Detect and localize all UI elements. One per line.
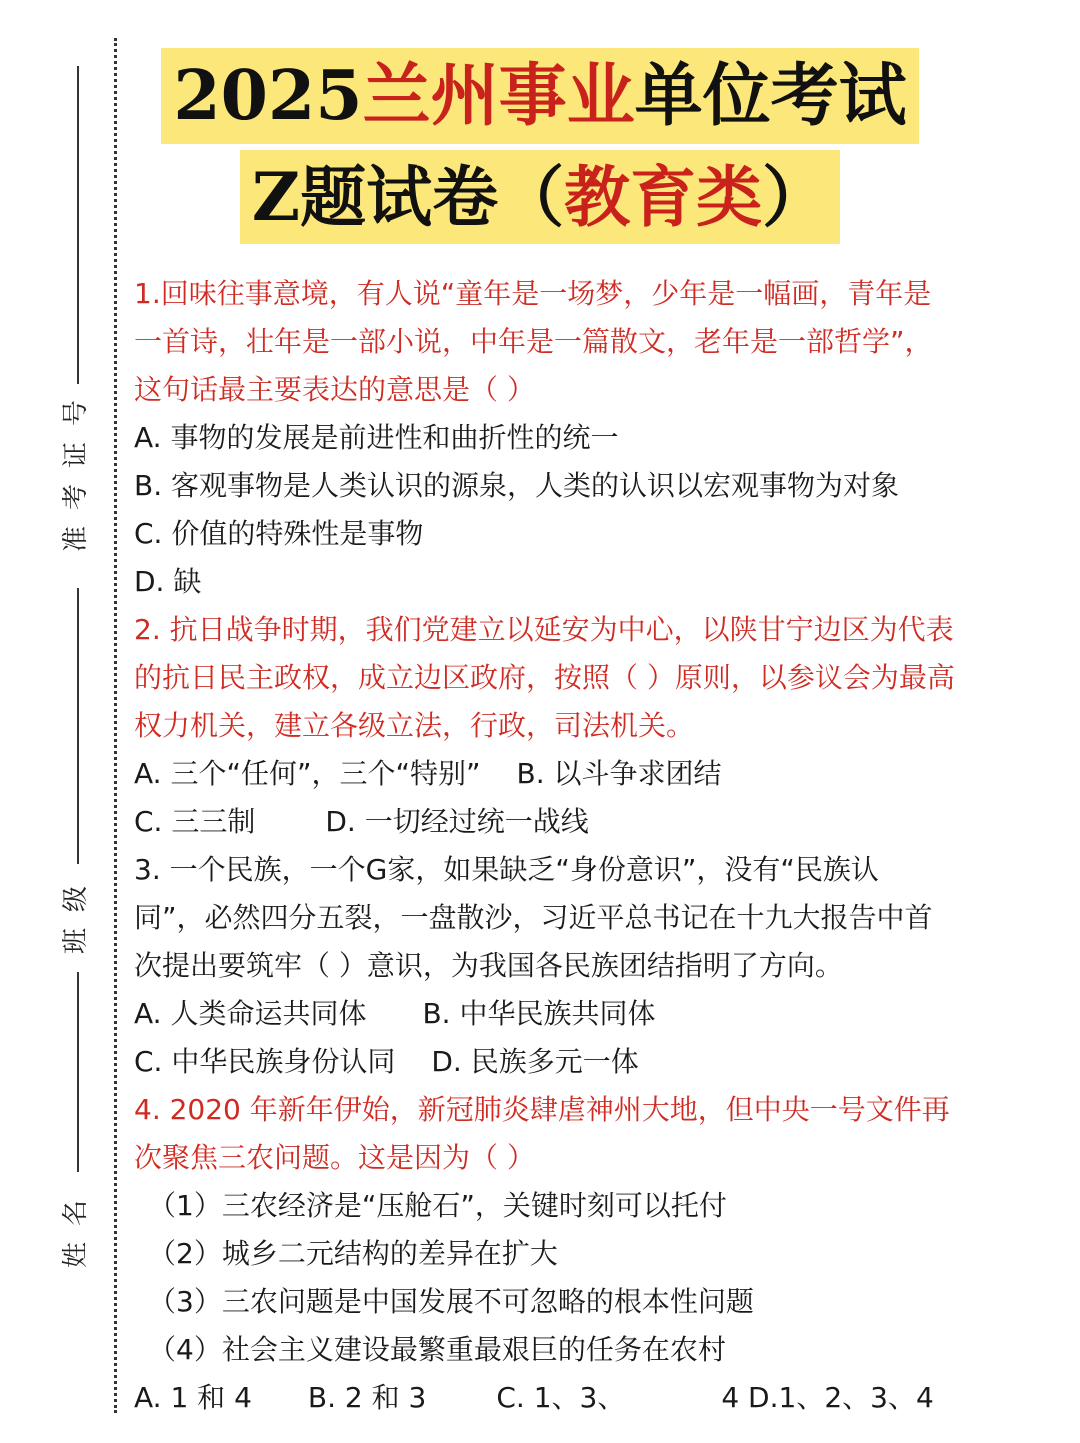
option-a: A. 三个“任何”，三个“特别” xyxy=(134,757,481,790)
question-1 xyxy=(134,270,1054,606)
option-b: B. 客观事物是人类认识的源泉，人类的认识以宏观事物为对象 xyxy=(134,469,900,502)
binding-dotted-line xyxy=(114,38,117,1413)
title-highlight-1 xyxy=(161,48,918,144)
title-exam: 单位考试 xyxy=(634,56,907,136)
side-char: 班 xyxy=(60,927,91,955)
question-stem-line: 2. 抗日战争时期，我们党建立以延安为中心，以陕甘宁边区为代表 xyxy=(134,613,954,646)
option-c: C. 价值的特殊性是事物 xyxy=(134,517,424,550)
option-c: C. 三三制 xyxy=(134,805,256,838)
option-d: D. 民族多元一体 xyxy=(431,1045,639,1078)
statement-item: （3）三农问题是中国发展不可忽略的根本性问题 xyxy=(148,1285,754,1318)
option-row xyxy=(134,1038,1054,1086)
question-2 xyxy=(134,606,1054,846)
option-row xyxy=(134,990,1054,1038)
question-stem-line: 次提出要筑牢（ ）意识，为我国各民族团结指明了方向。 xyxy=(134,949,843,982)
option-row xyxy=(134,750,1054,798)
question-stem-line: 1.回味往事意境，有人说“童年是一场梦，少年是一幅画，青年是 xyxy=(134,277,932,310)
title-line-2 xyxy=(0,150,1080,244)
side-char: 级 xyxy=(60,885,91,913)
option-c: C. 中华民族身份认同 xyxy=(134,1045,396,1078)
question-stem-line: 3. 一个民族，一个G家，如果缺乏“身份意识”，没有“民族认 xyxy=(134,853,879,886)
option-a: A. 1 和 4 xyxy=(134,1381,252,1414)
option-a: A. 人类命运共同体 xyxy=(134,997,367,1030)
title-highlight-2 xyxy=(240,150,840,244)
title-year: 2025 xyxy=(173,56,363,136)
option-row xyxy=(134,1374,1054,1422)
option-b: B. 中华民族共同体 xyxy=(422,997,656,1030)
question-stem-line: 这句话最主要表达的意思是（ ） xyxy=(134,373,535,406)
title-line-1 xyxy=(0,48,1080,144)
option-c: C. 1、3、 xyxy=(496,1381,626,1414)
question-stem-line: 次聚焦三农问题。这是因为（ ） xyxy=(134,1141,535,1174)
statement-item: （4）社会主义建设最繁重最艰巨的任务在农村 xyxy=(148,1333,726,1366)
option-a: A. 事物的发展是前进性和曲折性的统一 xyxy=(134,421,619,454)
option-row xyxy=(134,798,1054,846)
side-label-name xyxy=(56,1192,96,1276)
side-rule-lower xyxy=(77,972,79,1172)
question-stem-line: 的抗日民主政权，成立边区政府，按照（ ）原则，以参议会为最高 xyxy=(134,661,955,694)
side-label-class xyxy=(56,878,96,962)
side-char: 姓 xyxy=(60,1241,91,1269)
question-stem-line: 同”，必然四分五裂，一盘散沙，习近平总书记在十九大报告中首 xyxy=(134,901,933,934)
option-d: D. 一切经过统一战线 xyxy=(325,805,589,838)
option-b: B. 以斗争求团结 xyxy=(516,757,722,790)
side-char: 考 xyxy=(60,483,91,511)
question-stem-line: 权力机关，建立各级立法，行政，司法机关。 xyxy=(134,709,695,742)
side-label-exam-id xyxy=(56,392,96,560)
option-d: D. 缺 xyxy=(134,565,202,598)
side-rule-mid xyxy=(77,588,79,864)
title-close-paren: ） xyxy=(762,158,829,236)
title-category: 教育类 xyxy=(564,158,763,236)
side-char: 名 xyxy=(60,1199,91,1227)
question-4 xyxy=(134,1086,1054,1422)
option-d: 4 D.1、2、3、4 xyxy=(721,1381,934,1414)
option-b: B. 2 和 3 xyxy=(307,1381,427,1414)
side-char: 号 xyxy=(60,399,91,427)
statement-item: （2）城乡二元结构的差异在扩大 xyxy=(148,1237,558,1270)
question-stem-line: 4. 2020 年新年伊始，新冠肺炎肆虐神州大地，但中央一号文件再 xyxy=(134,1093,950,1126)
title-city: 兰州事业 xyxy=(362,56,635,136)
question-stem-line: 一首诗，壮年是一部小说，中年是一篇散文，老年是一部哲学”， xyxy=(134,325,933,358)
question-3 xyxy=(134,846,1054,1086)
side-char: 证 xyxy=(60,441,91,469)
title-paper: Z题试卷（ xyxy=(251,158,565,236)
question-list xyxy=(134,270,1054,1422)
statement-item: （1）三农经济是“压舱石”，关键时刻可以托付 xyxy=(148,1189,727,1222)
side-char: 准 xyxy=(60,525,91,553)
